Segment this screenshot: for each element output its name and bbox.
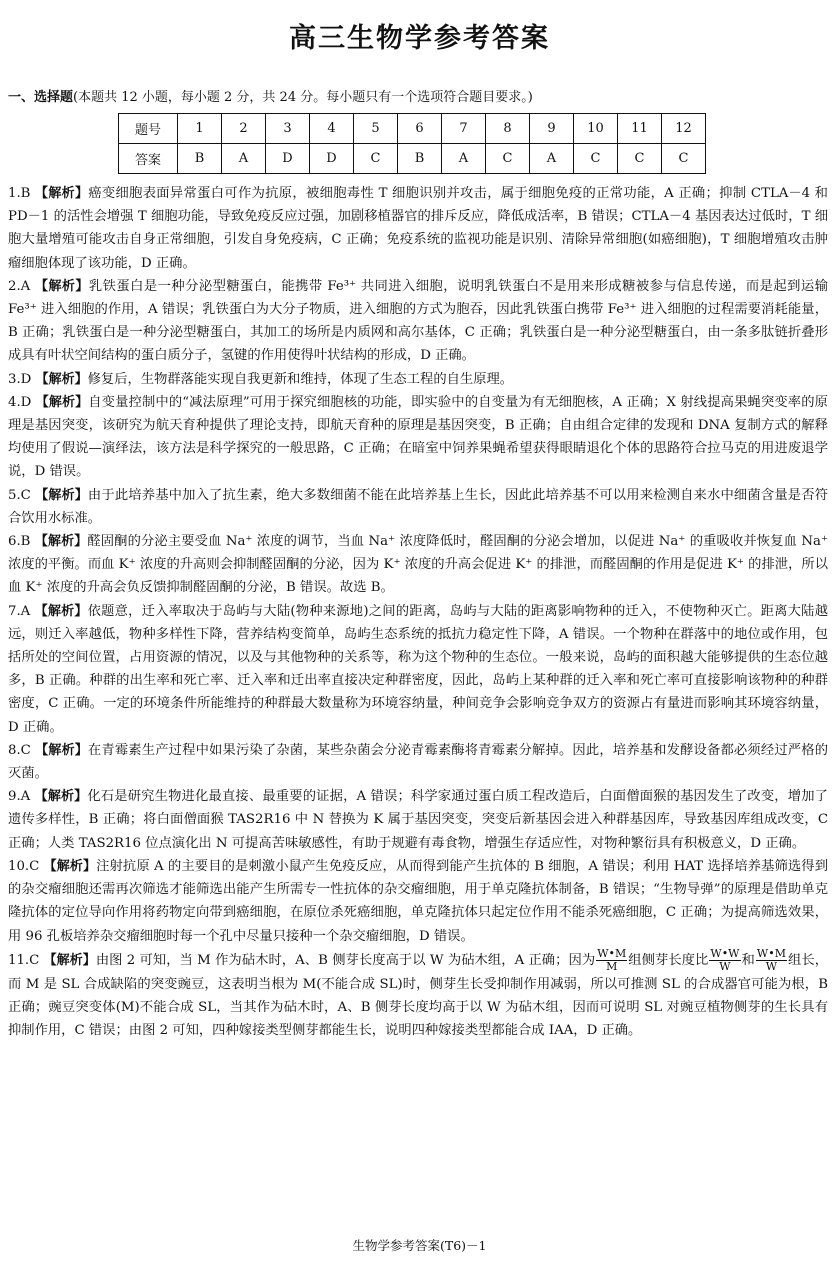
item-text: 注射抗原 A 的主要目的是刺激小鼠产生免疫反应，从而得到能产生抗体的 B 细胞，A 错误；利用 HAT 选择培养基筛选得到的杂交瘤细胞还需再次筛选才能筛选出能产生所需专一性抗体的杂交瘤细胞，用于单克隆抗体制备，B 错误；“生物导弹”的原理是借助单克隆抗体的定位导向作用将药物定向带到癌细胞，在原位杀死癌细胞，单克隆抗体只起定位作用不能杀死癌细胞，C 正确；为提高筛选效果，用 96 孔板培养杂交瘤细胞时每一个孔中尽量只接种一个杂交瘤细胞，D 错误。 [8, 858, 828, 944]
item-text: 化石是研究生物进化最直接、最重要的证据，A 错误；科学家通过蛋白质工程改造后，白面僧面猴的基因发生了改变，增加了遗传多样性，B 正确；将白面僧面猴 TAS2R16 中 N 替换为 K 属于基因突变，突变后新基因会进入种群基因库，导致基因库组成改变，C 正确；人类 TAS2R16 位点演化出 N 可提高苦味敏感性，有助于规避有毒食物，增强生存适应性，对物种繁衍具有积极意义，D 正确。 [8, 789, 828, 851]
answer-cell: B [178, 144, 222, 174]
explanation-item-11 [8, 948, 828, 1043]
answer-cell: A [530, 144, 574, 174]
question-number: 7 [442, 114, 486, 144]
explanation-list [8, 182, 828, 1042]
analysis-tag: 【解析】 [34, 789, 88, 805]
row-label-number: 题号 [119, 114, 178, 144]
explanation-item-7 [8, 600, 828, 739]
fraction-numerator: W•M [756, 946, 786, 960]
question-number: 4 [310, 114, 354, 144]
item-number: 1.B [8, 186, 31, 201]
item-text: 修复后，生物群落能实现自我更新和维持，体现了生态工程的自生原理。 [87, 371, 514, 387]
fraction-numerator: W•W [710, 946, 740, 960]
item-number: 8.C [8, 742, 31, 758]
item-number: 10.C [8, 858, 40, 874]
item-text: 在青霉素生产过程中如果污染了杂菌，某些杂菌会分泌青霉素酶将青霉素分解掉。因此，培养基和发酵设备都必须经过严格的灭菌。 [8, 742, 828, 782]
answer-cell: A [442, 144, 486, 174]
section-label: 一、选择题 [8, 90, 74, 105]
item-text: 组长，而 M 是 SL 合成缺陷的突变豌豆，这表明当根为 M(不能合成 SL)时，侧芽生长受抑制作用减弱，所以可推测 SL 的合成器官可能为根，B 正确；豌豆突变体(M)不能合成 SL，当其作为砧木时，A、B 侧芽长度均高于以 W 为砧木组，因而可说明 SL 对豌豆植物侧芽的生长具有抑制作用，C 错误；由图 2 可知，四种嫁接类型侧芽都能生长，说明四种嫁接类型都能合成 IAA，D 正确。 [8, 952, 829, 1039]
answer-cell: D [310, 144, 354, 174]
item-text: 醛固酮的分泌主要受血 Na⁺ 浓度的调节，当血 Na⁺ 浓度降低时，醛固酮的分泌会增加，以促进 Na⁺ 的重吸收并恢复血 Na⁺ 浓度的平衡。而血 K⁺ 浓度的升高则会抑制醛固酮的分泌，因为 K⁺ 浓度的升高会促进 K⁺ 的排泄，而醛固酮的作用是促进 K⁺ 的排泄，所以血 K⁺ 浓度的升高会负反馈抑制醛固酮的分泌，B 错误。故选 B。 [8, 534, 828, 596]
analysis-tag: 【解析】 [43, 952, 96, 968]
item-number: 9.A [8, 789, 31, 805]
item-number: 6.B [8, 534, 31, 550]
answer-cell: D [266, 144, 310, 174]
analysis-tag: 【解析】 [35, 742, 88, 758]
analysis-tag: 【解析】 [34, 534, 88, 550]
item-text: 癌变细胞表面异常蛋白可作为抗原，被细胞毒性 T 细胞识别并攻击，属于细胞免疫的正常功能，A 正确；抑制 CTLA－4 和 PD－1 的活性会增强 T 细胞功能，导致免疫反应过强，加剧移植器官的排斥反应，降低成活率，B 错误；CTLA－4 基因表达过低时，T 细胞大量增殖可能攻击自身正常细胞，引发自身免疫病，C 正确；免疫系统的监视功能是识别、清除异常细胞(如癌细胞)，T 细胞增殖攻击肿瘤细胞体现了该功能，D 正确。 [8, 186, 828, 271]
item-text: 自变量控制中的“减法原理”可用于探究细胞核的功能，即实验中的自变量为有无细胞核，A 正确；X 射线提高果蝇突变率的原理是基因突变，该研究为航天育种提供了理论支持，即航天育种的原理是基因突变，B 正确；自由组合定律的发现和 DNA 复制方式的解释均使用了假说—演绎法，该方法是科学探究的一般思路，C 正确；在暗室中饲养果蝇希望获得眼睛退化个体的思路符合拉马克的用进废退学说，D 错误。 [8, 394, 828, 480]
fraction-denominator: W [719, 959, 731, 973]
analysis-tag: 【解析】 [34, 278, 89, 294]
question-number: 10 [574, 114, 618, 144]
question-number: 12 [662, 114, 706, 144]
explanation-item-10 [8, 855, 828, 948]
item-text: 组侧芽长度比 [628, 952, 709, 968]
page-footer: 生物学参考答案(T6)－1 [352, 1238, 487, 1253]
table-row-answers [119, 144, 706, 174]
item-text: 乳铁蛋白是一种分泌型糖蛋白，能携带 Fe³⁺ 共同进入细胞，说明乳铁蛋白不是用来形成糖被参与信息传递，而是起到运输 Fe³⁺ 进入细胞的作用，A 错误；乳铁蛋白为大分子物质，进入细胞的方式为胞吞，因此乳铁蛋白携带 Fe³⁺ 进入细胞的过程需要消耗能量，B 正确；乳铁蛋白是一种分泌型糖蛋白，其加工的场所是内质网和高尔基体，C 正确；乳铁蛋白是一种分泌型糖蛋白，由一条多肽链折叠形成具有叶状空间结构的蛋白质分子，氢键的作用使得叶状结构的形成，D 正确。 [8, 278, 828, 364]
question-number: 9 [530, 114, 574, 144]
item-number: 3.D [8, 371, 32, 387]
question-number: 3 [266, 114, 310, 144]
page-title: 高三生物学参考答案 [289, 23, 550, 54]
analysis-tag: 【解析】 [43, 858, 97, 874]
item-text: 和 [741, 952, 755, 968]
explanation-item-8 [8, 739, 828, 785]
explanation-item-9 [8, 785, 828, 855]
row-label-answer: 答案 [119, 144, 178, 174]
analysis-tag: 【解析】 [34, 603, 88, 619]
fraction-wm-over-m [596, 948, 627, 973]
question-number: 2 [222, 114, 266, 144]
answer-table [118, 113, 706, 174]
explanation-item-2 [8, 275, 828, 368]
answer-cell: C [486, 144, 530, 174]
explanation-item-5 [8, 484, 828, 530]
question-number: 8 [486, 114, 530, 144]
item-number: 7.A [8, 603, 31, 619]
item-text: 依题意，迁入率取决于岛屿与大陆(物种来源地)之间的距离，岛屿与大陆的距离影响物种的迁入，不使物种灭亡。距离大陆越远，则迁入率越低，物种多样性下降，营养结构变简单，岛屿生态系统的抵抗力稳定性下降，A 错误。一个物种在群落中的地位或作用，包括所处的空间位置，占用资源的情况，以及与其他物种的关系等，称为这个物种的生态位。一般来说，岛屿的面积越大能够提供的生态位越多，B 正确。种群的出生率和死亡率、迁入率和迁出率直接决定种群密度，因此，岛屿上某种群的迁入率和死亡率可直接影响该物种的种群密度，C 正确。一定的环境条件所能维持的种群最大数量称为环境容纳量，种间竞争会影响竞争双方的资源占有量进而影响其环境容纳量，D 正确。 [8, 603, 828, 735]
answer-cell: B [398, 144, 442, 174]
fraction-wm-over-w [756, 948, 787, 973]
item-number: 2.A [8, 278, 31, 294]
item-text: 由于此培养基中加入了抗生素，绝大多数细菌不能在此培养基上生长，因此此培养基不可以用来检测自来水中细菌含量是否符合饮用水标准。 [8, 487, 828, 526]
analysis-tag: 【解析】 [35, 487, 88, 503]
answer-cell: C [618, 144, 662, 174]
question-number: 6 [398, 114, 442, 144]
fraction-ww-over-w [709, 948, 740, 973]
analysis-tag: 【解析】 [35, 371, 88, 387]
explanation-item-6 [8, 530, 828, 600]
question-number: 5 [354, 114, 398, 144]
question-number: 11 [618, 114, 662, 144]
fraction-numerator: W•M [597, 946, 627, 960]
item-number: 5.C [8, 487, 31, 503]
answer-cell: C [662, 144, 706, 174]
answer-cell: C [574, 144, 618, 174]
section-note: (本题共 12 小题，每小题 2 分，共 24 分。每小题只有一个选项符合题目要求。) [73, 90, 533, 105]
section-heading [8, 89, 829, 107]
item-number: 11.C [8, 952, 40, 968]
fraction-denominator: M [606, 959, 618, 973]
explanation-item-3 [8, 368, 828, 391]
explanation-item-4 [8, 391, 828, 484]
fraction-denominator: W [765, 959, 778, 973]
answer-cell: A [222, 144, 266, 174]
answer-cell: C [354, 144, 398, 174]
question-number: 1 [178, 114, 222, 144]
item-number: 4.D [8, 394, 32, 410]
analysis-tag: 【解析】 [35, 394, 89, 410]
table-row-numbers [119, 114, 706, 144]
analysis-tag: 【解析】 [35, 186, 89, 201]
explanation-item-1 [8, 182, 828, 275]
item-text: 由图 2 可知，当 M 作为砧木时，A、B 侧芽长度高于以 W 为砧木组，A 正确；因为 [95, 952, 596, 968]
